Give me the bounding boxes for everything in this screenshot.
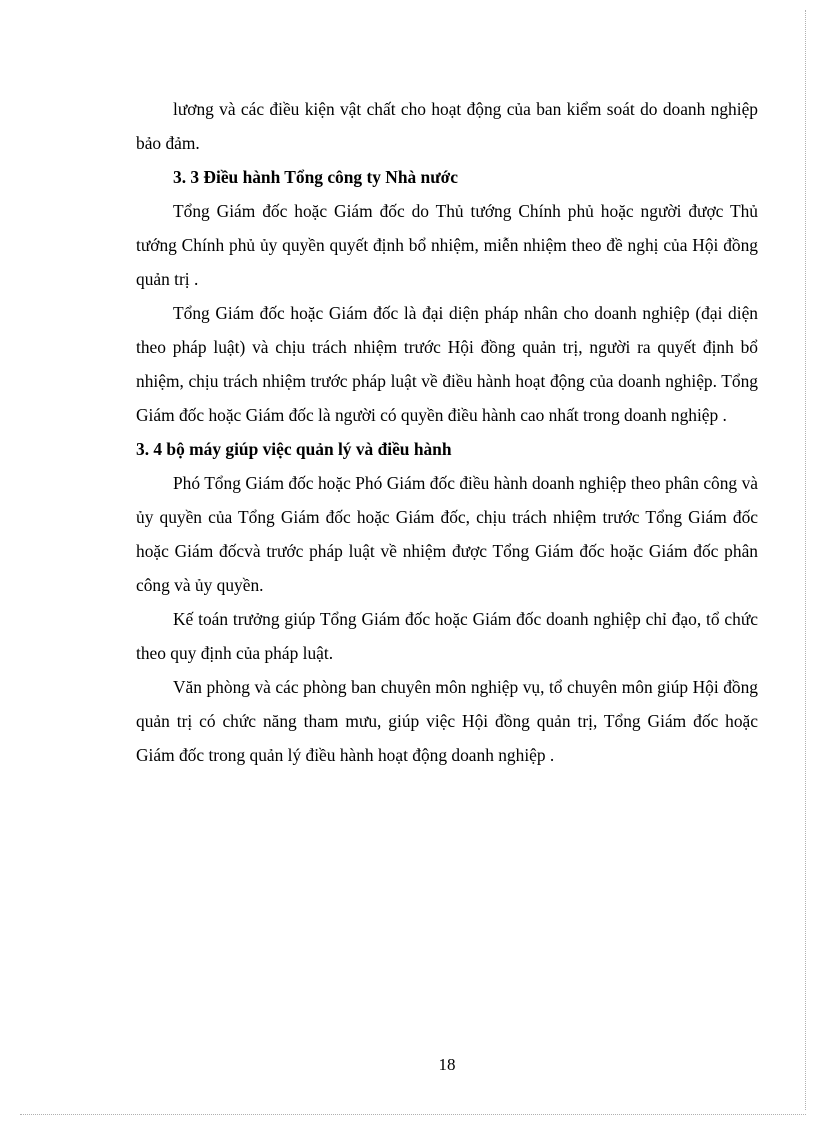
paragraph-chief-accountant: Kế toán trưởng giúp Tổng Giám đốc hoặc Giám đốc doanh nghiệp chỉ đạo, tổ chức theo quy định của pháp luật. (136, 609, 758, 663)
page-content (136, 92, 758, 772)
paragraph-continuation: lương và các điều kiện vật chất cho hoạt động của ban kiểm soát do doanh nghiệp bảo đảm. (136, 99, 758, 153)
page-number-text: 18 (438, 1055, 456, 1074)
paragraph-appointment: Tổng Giám đốc hoặc Giám đốc do Thủ tướng Chính phủ hoặc người được Thủ tướng Chính phủ ủy quyền quyết định bổ nhiệm, miễn nhiệm theo đề nghị của Hội đồng quản trị . (136, 201, 758, 289)
section-heading-3-4: 3. 4 bộ máy giúp việc quản lý và điều hành (136, 439, 452, 459)
page-number (0, 1055, 816, 1075)
paragraph-office-departments: Văn phòng và các phòng ban chuyên môn nghiệp vụ, tổ chuyên môn giúp Hội đồng quản trị có chức năng tham mưu, giúp việc Hội đồng quản trị, Tổng Giám đốc hoặc Giám đốc trong quản lý điều hành hoạt động doanh nghiệp . (136, 677, 758, 765)
section-heading-3-3: 3. 3 Điều hành Tổng công ty Nhà nước (173, 167, 459, 187)
page-border-bottom (20, 1114, 806, 1115)
paragraph-deputy-director: Phó Tổng Giám đốc hoặc Phó Giám đốc điều hành doanh nghiệp theo phân công và ủy quyền của Tổng Giám đốc hoặc Giám đốc, chịu trách nhiệm trước Tổng Giám đốc hoặc Giám đốcvà trước pháp luật về nhiệm được Tổng Giám đốc hoặc Giám đốc phân công và ủy quyền. (136, 473, 758, 595)
paragraph-legal-representative: Tổng Giám đốc hoặc Giám đốc là đại diện pháp nhân cho doanh nghiệp (đại diện theo pháp luật) và chịu trách nhiệm trước Hội đồng quản trị, người ra quyết định bổ nhiệm, chịu trách nhiệm trước pháp luật về điều hành hoạt động của doanh nghiệp. Tổng Giám đốc hoặc Giám đốc là người có quyền điều hành cao nhất trong doanh nghiệp . (136, 303, 758, 425)
page-border-right (805, 10, 806, 1110)
